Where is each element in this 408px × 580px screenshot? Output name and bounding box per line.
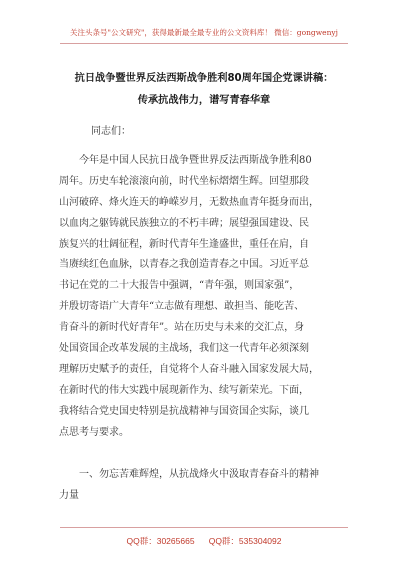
paragraph-line: 在新时代的伟大实践中展现新作为、续写新荣光。下面， [59, 384, 309, 396]
paragraph-line: 肯奋斗的新时代好青年”。站在历史与未来的交汇点，身 [59, 322, 305, 334]
section-heading-1 [59, 465, 351, 507]
paragraph-line: 周年。历史车轮滚滚向前，时代坐标熠熠生辉。回望那段 [59, 175, 309, 187]
section-heading-line: 力量 [59, 489, 79, 501]
paragraph-line: 以血肉之躯铸就民族独立的不朽丰碑；展望强国建设、民 [59, 217, 309, 229]
header-promo-note: 关注头条号"公文研究"，获得最新最全最专业的公文资料库！ 微信：gongwenyj [70, 28, 338, 37]
paragraph-line: 点思考与要求。 [59, 426, 129, 438]
paragraph-line: 理解历史赋予的责任，自觉将个人奋斗融入国家发展大局， [59, 363, 319, 375]
paragraph-line: 山河破碎、烽火连天的峥嵘岁月，无数热血青年挺身而出， [59, 196, 319, 208]
paragraph-line: 处国资国企改革发展的主战场，我们这一代青年必须深刻 [59, 343, 309, 355]
paragraph-line: 当赓续红色血脉，以青春之我创造青春之中国。习近平总 [59, 259, 309, 271]
opening-paragraph [59, 151, 351, 443]
document-title: 抗日战争暨世界反法西斯战争胜利80周年国企党课讲稿： [74, 73, 334, 84]
paragraph-line: 今年是中国人民抗日战争暨世界反法西斯战争胜利80 [59, 155, 312, 166]
footer-divider [60, 527, 348, 528]
salutation: 同志们： [91, 126, 131, 137]
header-divider [60, 43, 348, 44]
paragraph-line: 并殷切寄语广大青年“立志做有理想、敢担当、能吃苦、 [59, 301, 305, 313]
footer-qq-groups: QQ群：30265665 QQ群：535304092 [126, 536, 282, 546]
paragraph-line: 我将结合党史国史特别是抗战精神与国资国企实际，谈几 [59, 405, 309, 417]
paragraph-line: 书记在党的二十大报告中强调，“青年强，则国家强”， [59, 280, 300, 292]
section-heading-line: 一、勿忘苦难辉煌，从抗战烽火中汲取青春奋斗的精神 [59, 469, 319, 480]
document-subtitle: 传承抗战伟力，谱写青春华章 [137, 95, 271, 106]
paragraph-line: 族复兴的壮阔征程，新时代青年生逢盛世，重任在肩，自 [59, 238, 309, 250]
